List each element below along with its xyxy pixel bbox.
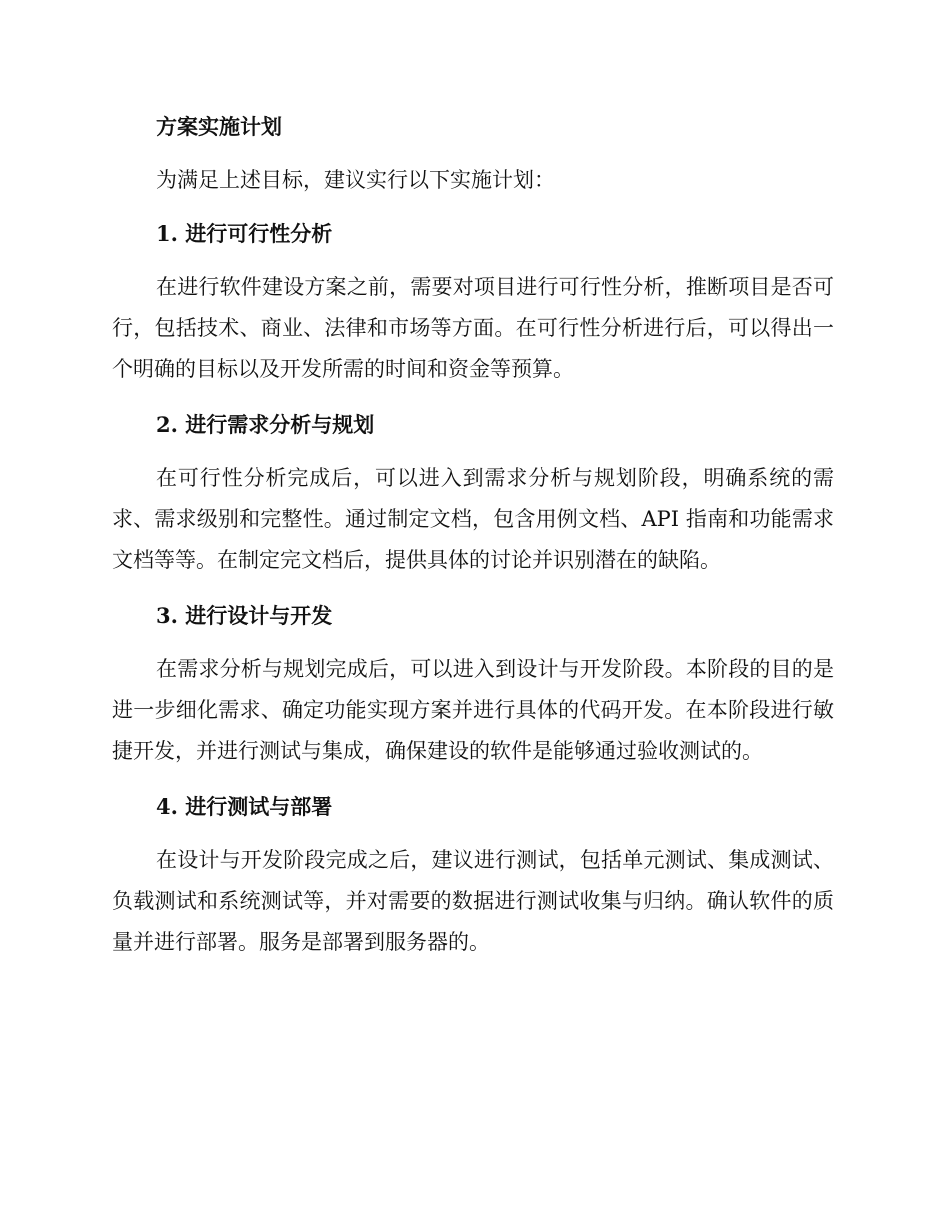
section-heading-requirements: 2. 进行需求分析与规划 bbox=[156, 412, 375, 437]
document-title: 方案实施计划 bbox=[156, 114, 282, 139]
spacer bbox=[112, 581, 834, 597]
spacer bbox=[112, 444, 834, 458]
section-heading-feasibility: 1. 进行可行性分析 bbox=[156, 221, 333, 246]
section-body-feasibility: 在进行软件建设方案之前，需要对项目进行可行性分析，推断项目是否可行，包括技术、商业、法律和市场等方面。在可行性分析进行后，可以得出一个明确的目标以及开发所需的时间和资金等预算。 bbox=[112, 275, 834, 381]
section-heading-design: 3. 进行设计与开发 bbox=[156, 603, 333, 628]
spacer bbox=[112, 826, 834, 840]
section-heading-testing: 4. 进行测试与部署 bbox=[156, 794, 333, 819]
spacer bbox=[112, 146, 834, 160]
intro-paragraph: 为满足上述目标，建议实行以下实施计划： bbox=[156, 168, 555, 192]
spacer bbox=[112, 390, 834, 406]
spacer bbox=[112, 772, 834, 788]
section-body-requirements: 在可行性分析完成后，可以进入到需求分析与规划阶段，明确系统的需求、需求级别和完整性。通过制定文档，包含用例文档、API 指南和功能需求文档等等。在制定完文档后，提供具体的讨论并识别潜在的缺陷。 bbox=[112, 466, 834, 572]
document-content bbox=[112, 108, 834, 963]
spacer bbox=[112, 253, 834, 267]
section-body-testing: 在设计与开发阶段完成之后，建议进行测试，包括单元测试、集成测试、负载测试和系统测试等，并对需要的数据进行测试收集与归纳。确认软件的质量并进行部署。服务是部署到服务器的。 bbox=[112, 848, 834, 954]
spacer bbox=[112, 635, 834, 649]
section-body-design: 在需求分析与规划完成后，可以进入到设计与开发阶段。本阶段的目的是进一步细化需求、确定功能实现方案并进行具体的代码开发。在本阶段进行敏捷开发，并进行测试与集成，确保建设的软件是能够通过验收测试的。 bbox=[112, 657, 834, 763]
spacer bbox=[112, 201, 834, 215]
